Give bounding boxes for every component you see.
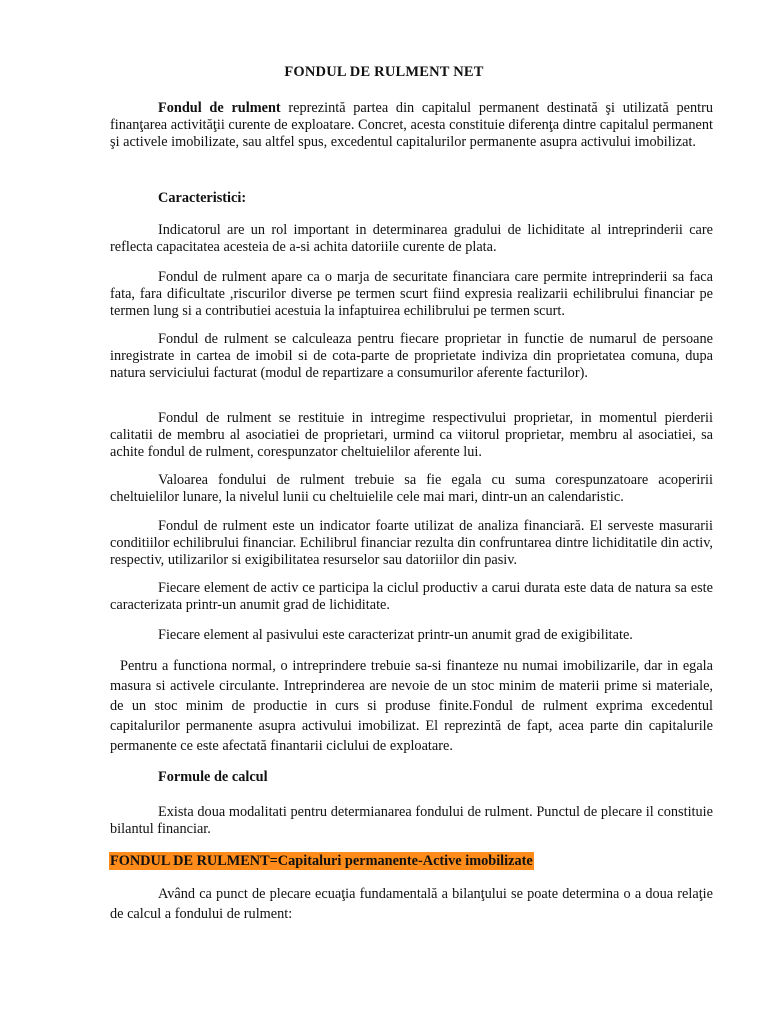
paragraph-6: Fondul de rulment este un indicator foarte utilizat de analiza financiară. El serveste masurarii conditiilor echilibrului financiar. Echilibrul financiar rezulta din confruntarea dintre lichiditatile din activ, respectiv, utilizarilor si exigibilitatea resurselor sau datoriilor din pasiv. — [110, 518, 713, 568]
heading-formule: Formule de calcul — [158, 769, 268, 785]
intro-text: reprezintă partea din capitalul permanent destinată şi utilizată pentru finanţarea activităţii curente de exploatare. Concret, acesta constituie diferenţa dintre capitalul permanent şi activele imobilizate, sau altfel spus, excedentul capitalurilor permanente asupra activului imobilizat. — [110, 100, 713, 150]
intro-term: Fondul de rulment — [158, 100, 281, 116]
paragraph-4: Fondul de rulment se restituie in intregime respectivului proprietar, in momentul pierderii calitatii de membru al asociatiei de proprietari, urmind ca viitorul proprietar, membru al asociatiei, sa achite fondul de rulment, corespunzator cheltuielilor aferente lui. — [110, 410, 713, 460]
page-title: FONDUL DE RULMENT NET — [284, 64, 484, 80]
paragraph-7: Fiecare element de activ ce participa la ciclul productiv a carui durata este data de natura sa este caracterizata printr-un anumit grad de lichiditate. — [110, 580, 713, 613]
formula-highlight: FONDUL DE RULMENT=Capitaluri permanente-Active imobilizate — [110, 853, 533, 869]
paragraph-11: Având ca punct de plecare ecuaţia fundamentală a bilanţului se poate determina o a doua relaţie de calcul a fondului de rulment: — [110, 886, 713, 922]
paragraph-8: Fiecare element al pasivului este caracterizat printr-un anumit grad de exigibilitate. — [158, 627, 633, 643]
paragraph-10: Exista doua modalitati pentru determianarea fondului de rulment. Punctul de plecare il constituie bilantul financiar. — [110, 804, 713, 837]
paragraph-1: Indicatorul are un rol important in determinarea gradului de lichiditate al intreprinderii care reflecta capacitatea acesteia de a-si achita datoriile curente de plata. — [110, 222, 713, 255]
intro-paragraph — [110, 100, 713, 151]
paragraph-9: Pentru a functiona normal, o intreprindere trebuie sa-si finanteze nu numai imobilizarile, dar in egala masura si activele circulante. Intreprinderea are nevoie de un stoc minim de materii prime si materiale, de un stoc minim de productie in curs si produse finite.Fondul de rulment exprima excedentul capitalurilor permanente asupra activului imobilizat. El reprezintă de fapt, acea parte din capitalurile permanente ce este afectată finantarii ciclului de exploatare. — [110, 658, 713, 754]
paragraph-5: Valoarea fondului de rulment trebuie sa fie egala cu suma corespunzatoare acoperirii cheltuielilor lunare, la nivelul lunii cu cheltuielile cele mai mari, dintr-un an calendaristic. — [110, 472, 713, 505]
paragraph-2: Fondul de rulment apare ca o marja de securitate financiara care permite intreprinderii sa faca fata, fara dificultate ,riscurilor diverse pe termen scurt fiind expresia realizarii echilibrului financiar pe termen lung si a contributiei acestuia la infaptuirea echilibrului pe termen scurt. — [110, 269, 713, 319]
paragraph-3: Fondul de rulment se calculeaza pentru fiecare proprietar in functie de numarul de persoane inregistrate in cartea de imobil si de cota-parte de proprietate indiviza din proprietatea comuna, dupa natura serviciului facturat (modul de repartizare a consumurilor aferente facturilor). — [110, 331, 713, 381]
heading-caracteristici: Caracteristici: — [158, 190, 247, 206]
